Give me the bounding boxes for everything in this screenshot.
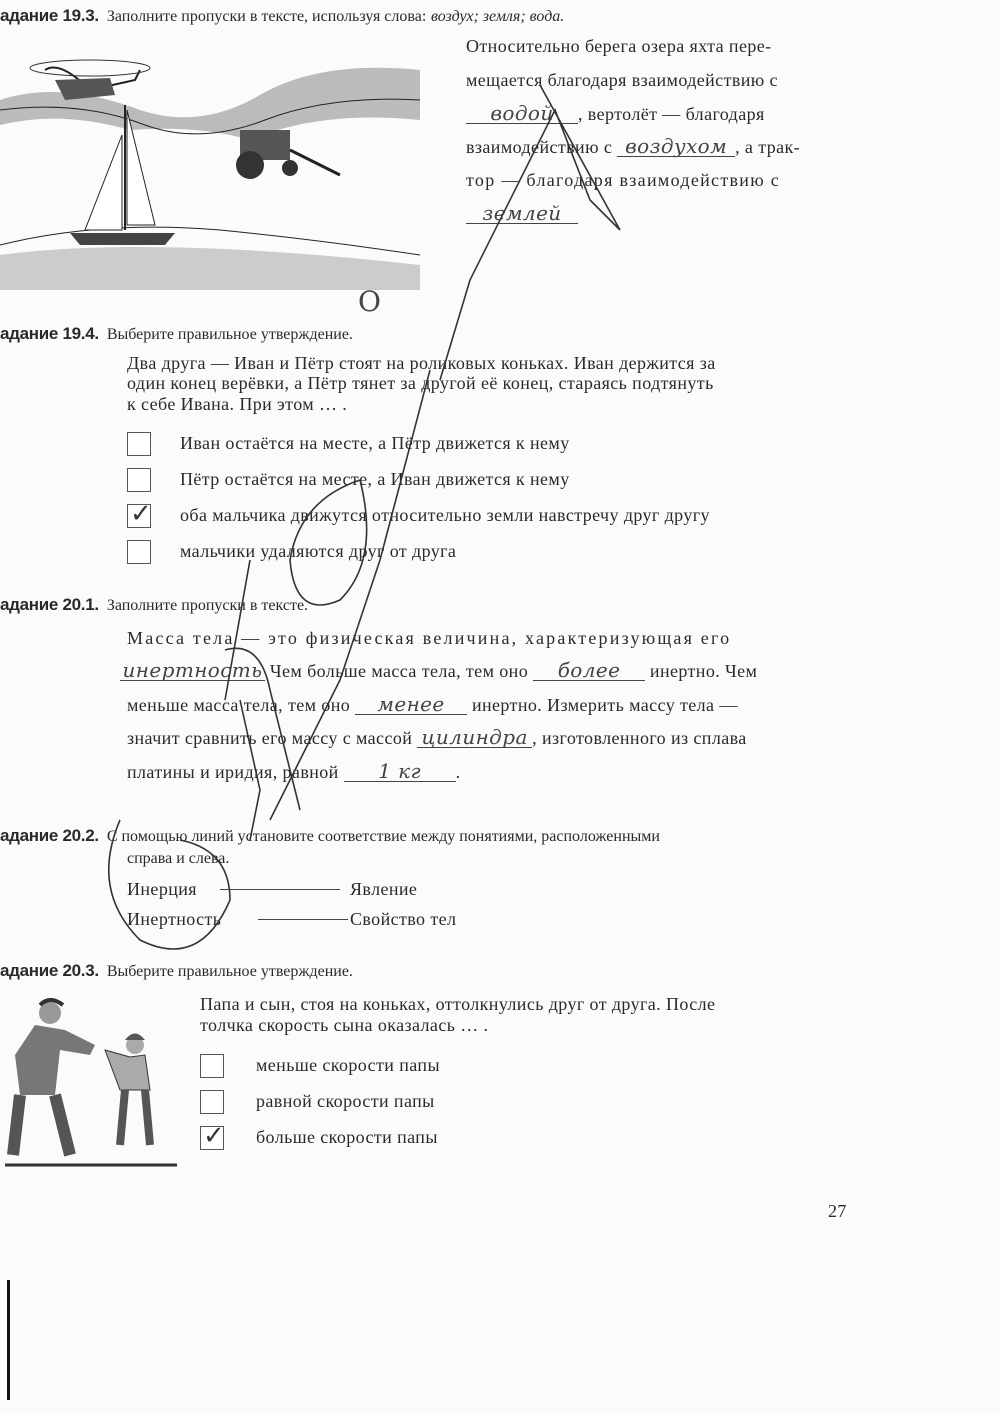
checkmark-icon: ✓ [203, 1121, 225, 1151]
right-concept[interactable]: Свойство тел [350, 909, 457, 929]
text-line: водой , вертолёт — благодаря [466, 103, 765, 125]
answer-field[interactable]: более [533, 660, 645, 681]
task-19-3-header: адание 19.3. Заполните пропуски в тексте, используя слова: воздух; земля; вода. [0, 6, 565, 25]
grade-mark: O [358, 285, 381, 318]
checkmark-icon: ✓ [130, 499, 152, 529]
text-line: толчка скорость сына оказалась … . [200, 1015, 489, 1035]
option-label: меньше скорости папы [256, 1055, 440, 1075]
text-line: взаимодействию с воздухом , а трак- [466, 134, 801, 158]
text-line: Два друга — Иван и Пётр стоят на роликовых коньках. Иван держится за [127, 353, 716, 373]
option-label: равной скорости папы [256, 1091, 435, 1111]
answer-field[interactable]: инертность [120, 660, 265, 681]
option-label: мальчики удаляются друг от друга [180, 541, 457, 561]
text-line: Масса тела — это физическая величина, характеризующая его [127, 628, 732, 648]
answer-field-2[interactable]: воздухом [617, 136, 735, 157]
text-line: мещается благодаря взаимодействию с [466, 70, 778, 90]
task-20-3-header: адание 20.3. Выберите правильное утверждение. [0, 961, 353, 980]
option-label: Иван остаётся на месте, а Пётр движется к нему [180, 433, 570, 453]
task-20-1-header: адание 20.1. Заполните пропуски в тексте. [0, 595, 309, 614]
option-label: больше скорости папы [256, 1127, 438, 1147]
answer-field-3[interactable]: землей [466, 203, 578, 224]
workbook-page: адание 19.3. Заполните пропуски в тексте, используя слова: воздух; земля; вода. Относительно берега озера яхта пере- мещается благодаря взаимодействию с водой , вертолёт — благодаря взаимодействию с воздухом , а трак- тор — благодаря взаимодействию с землей O адание 19.4. Выберите правильное утверждение. Два друга — Иван и Пётр стоят на роликовых коньках. Иван держится за один конец верёвки, а Пётр тянет за другой её конец, стараясь подтянуть к себе Ивана. При этом … . Иван остаётся на месте, а Пётр движется к нему Пётр остаётся на месте, а Иван движется к нему ✓ оба мальчика движутся относительно земли навстречу друг другу мальчики удаляются друг от друга адание 20.1. Заполните пропуски в тексте. Масса тела — это физическая величина, характеризующая его инертность Чем больше масса тела, тем оно более инертно. Чем меньше масса тела, тем оно менее инертно. Измерить массу тела — значит сравнить его массу с массой цилиндра , изготовленного из сплава платины и иридия, равной 1 кг . адание 20.2. С помощью линий установите соответствие между понятиями, расположенными справа и слева. Инерция Инертность Явление Свойство тел адание 20.3. Выберите правильное утверждение. Папа и сын, стоя на коньках, оттолкнулись друг от друга. После толчка скорость сына оказалась … . меньше скорости папы равной скорости папы ✓ больше скорости папы 27 [0, 0, 1000, 1414]
answer-field[interactable]: менее [355, 694, 467, 715]
page-number: 27 [828, 1201, 847, 1221]
task-20-2-header: адание 20.2. С помощью линий установите соответствие между понятиями, расположенными [0, 826, 660, 845]
text-line: Папа и сын, стоя на коньках, оттолкнулись друг от друга. После [200, 994, 716, 1014]
right-concept[interactable]: Явление [350, 879, 418, 899]
answer-field-1[interactable]: водой [466, 103, 578, 124]
text-line: Относительно берега озера яхта пере- [466, 36, 772, 56]
left-concept[interactable]: Инертность [127, 909, 222, 929]
text-line: тор — благодаря взаимодействию с [466, 170, 781, 190]
text-line: один конец верёвки, а Пётр тянет за другой её конец, стараясь подтянуть [127, 373, 714, 393]
task-19-4-header: адание 19.4. Выберите правильное утверждение. [0, 324, 353, 343]
option-label: оба мальчика движутся относительно земли навстречу друг другу [180, 505, 710, 525]
option-label: Пётр остаётся на месте, а Иван движется к нему [180, 469, 570, 489]
answer-field[interactable]: 1 кг [344, 761, 456, 782]
instruction-line: справа и слева. [127, 850, 230, 867]
text-line: к себе Ивана. При этом … . [127, 394, 348, 414]
left-concept[interactable]: Инерция [127, 879, 197, 899]
answer-field[interactable]: цилиндра [417, 727, 532, 748]
